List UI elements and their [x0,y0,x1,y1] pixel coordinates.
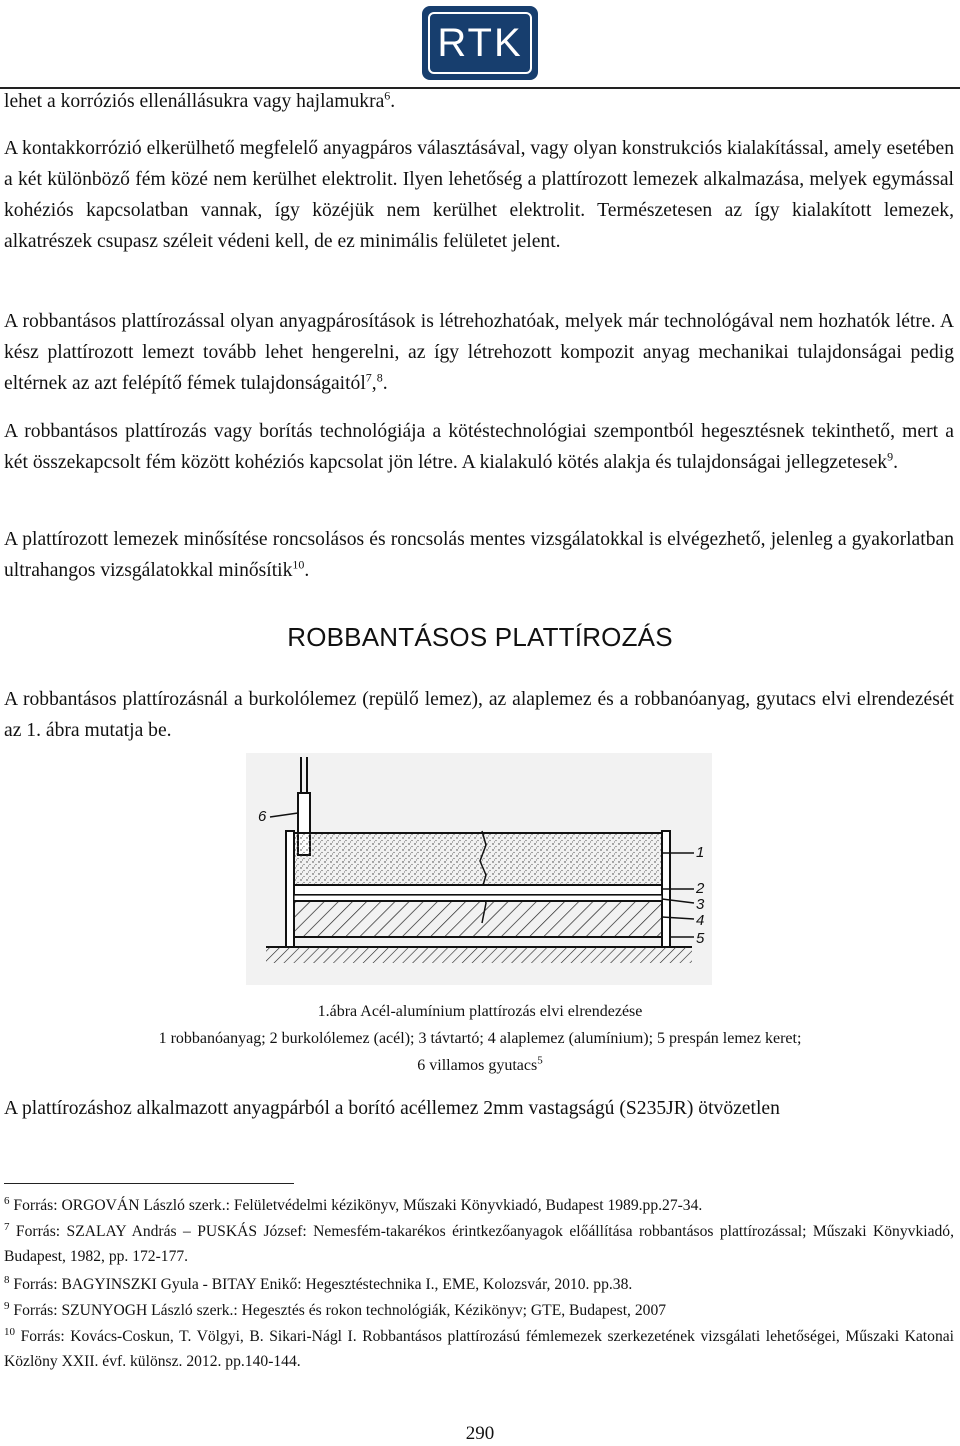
paragraph-6: A robbantásos plattírozásnál a burkolólemez (repülő lemez), az alaplemez és a robbanóanyag, gyutacs elvi elrendezését az 1. ábra mutatja be. [4,689,954,741]
footnote-ref-9: 9 [887,449,894,464]
cladding-plate [294,885,662,895]
footnote-8: $^8$ Forrás: BAGYINSZKI Gyula - BITAY Enikő: Hegesztéstechnika I., EME, Kolozsvár, 2010. pp.38. [4,1273,633,1293]
footnote-ref-10: 10 [292,557,305,572]
figure-caption-legend: 1 robbanóanyag; 2 burkolólemez (acél); 3 távtartó; 4 alaplemez (alumínium); 5 prespán lemez keret; [158,1030,802,1047]
figure-caption-legend-2: 6 villamos gyutacs$^5$ [417,1054,543,1074]
footnote-10: $^{10}$ Forrás: Kovács-Coskun, T. Völgyi, B. Sikari-Nágl I. Robbantásos plattírozású fémlemezek szerkezetének vizsgálati lehetőségei, Műszaki Katonai Közlöny XXII. évf. különsz. 2012. pp.140-144. [4,1325,954,1370]
section-heading: ROBBANTÁSOS PLATTÍROZÁS [287,622,673,652]
page-number: 290 [465,1423,495,1444]
footnote-ref-6: 6 [384,88,391,103]
footnote-7: $^7$ Forrás: SZALAY András – PUSKÁS József: Nemesfém-takarékos érintkezőanyagok előállítása robbantásos plattírozással; Műszaki Könyvkiadó, Budapest, 1982, pp. 172-177. [4,1220,954,1265]
paragraph-2: A kontakkorrózió elkerülhető megfelelő anyagpáros választásával, vagy olyan konstrukciós kialakítással, amely esetében a két különböző fém közé nem kerülhet elektrolit. Ilyen lehetőség a plattírozott lemezek alkalmazása, melyek egymással kohéziós kapcsolatban vannak, így közéjük nem kerülhet elektrolit. Természetesen az így kialakított lemezek, alkatrészek csupasz széleit védeni kell, de ez minimális felületet jelent. [4,138,954,252]
label-3: 3 [696,896,705,913]
paragraph-3: A robbantásos plattírozással olyan anyagpárosítások is létrehozhatóak, melyek már technológával nem hozhatók létre. A kész plattírozott lemezt tovább lehet hengerelni, az így létrehozott kompozit anyag mechanikai tulajdonságai pedig eltérnek az azt felépítő fémek tulajdonságaitól$^7$,$^8$. [4,311,954,394]
explosive-layer [294,833,662,885]
paragraph-1: lehet a korróziós ellenállásukra vagy hajlamukra$^6$. [4,88,396,112]
label-2: 2 [696,880,705,897]
footnote-ref-8: 8 [376,370,383,385]
footnote-divider [4,1183,294,1184]
label-1: 1 [696,844,705,861]
logo-text: RTK [428,12,532,74]
label-5: 5 [696,930,705,947]
rtk-logo [422,6,538,80]
footnote-6: $^6$ Forrás: ORGOVÁN László szerk.: Felületvédelmi kézikönyv, Műszaki Könyvkiadó, Budapest 1989.pp.27-34. [4,1194,703,1214]
base-plate [294,901,662,937]
label-4: 4 [696,912,705,929]
paragraph-4: A robbantásos plattírozás vagy borítás technológiája a kötéstechnológiai szempontból hegesztésnek tekinthető, mert a két összekapcsolt fém között kohéziós kapcsolat jön létre. A kialakuló kötés alakja és tulajdonságai jellegzetesek$^9$. [4,421,954,473]
footnote-ref-7: 7 [365,370,372,385]
figure-caption-title: 1.ábra Acél-alumínium plattírozás elvi elrendezése [317,1003,643,1020]
paragraph-7: A plattírozáshoz alkalmazott anyagpárból a borító acéllemez 2mm vastagságú (S235JR) ötvözetlen [4,1098,780,1119]
caption-ref-5: 5 [537,1054,543,1067]
label-6: 6 [258,808,267,825]
paragraph-5: A plattírozott lemezek minősítése roncsolásos és roncsolás mentes vizsgálatokkal is elvégezhető, jelenleg a gyakorlatban ultrahangos vizsgálatokkal minősítik$^{10}$. [4,529,954,581]
footnote-9: $^9$ Forrás: SZUNYOGH László szerk.: Hegesztés és rokon technológiák, Kézikönyv; GTE, Budapest, 2007 [4,1299,667,1319]
explosive-cladding-diagram [246,753,712,985]
